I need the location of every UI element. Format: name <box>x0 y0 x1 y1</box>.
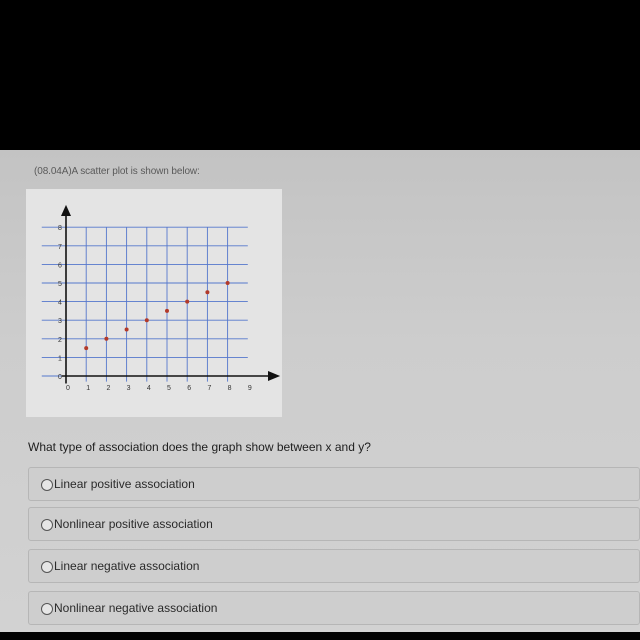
answer-option-label: Linear negative association <box>54 559 200 573</box>
scatter-plot-panel <box>26 189 282 417</box>
radio-button-icon[interactable] <box>41 479 53 491</box>
question-prompt: What type of association does the graph show between x and y? <box>28 440 371 454</box>
y-tick-label: 1 <box>58 355 62 363</box>
data-point <box>104 337 108 341</box>
answer-option-nonlinear-positive[interactable] <box>28 507 640 541</box>
x-tick-label: 5 <box>167 385 171 392</box>
data-point <box>125 328 129 332</box>
x-axis-arrow-icon <box>268 371 280 381</box>
data-point <box>165 309 169 313</box>
x-tick-label: 0 <box>66 385 70 392</box>
radio-button-icon[interactable] <box>41 603 53 615</box>
answer-option-label: Linear positive association <box>54 477 195 491</box>
data-point <box>84 346 88 350</box>
x-tick-label: 9 <box>247 385 252 392</box>
answer-option-linear-positive[interactable] <box>28 467 640 501</box>
question-heading: (08.04A)A scatter plot is shown below: <box>34 166 200 177</box>
y-tick-label: 5 <box>58 281 62 288</box>
answer-option-nonlinear-negative[interactable] <box>28 591 640 625</box>
scatter-plot <box>26 189 282 417</box>
y-tick-label: 4 <box>58 299 62 307</box>
x-tick-label: 1 <box>86 385 91 392</box>
x-tick-label: 6 <box>187 385 192 392</box>
y-axis-arrow-icon <box>61 205 71 216</box>
answer-option-linear-negative[interactable] <box>28 549 640 583</box>
radio-button-icon[interactable] <box>41 561 53 573</box>
data-point <box>145 318 149 322</box>
data-point <box>205 290 209 294</box>
x-tick-label: 3 <box>126 385 131 392</box>
y-tick-label: 0 <box>58 374 62 381</box>
radio-button-icon[interactable] <box>41 519 53 531</box>
data-point <box>185 300 189 304</box>
x-tick-label: 4 <box>146 385 151 392</box>
x-tick-label: 2 <box>106 385 111 392</box>
y-tick-label: 2 <box>58 336 62 344</box>
y-tick-label: 8 <box>58 225 62 233</box>
x-tick-label: 7 <box>207 385 212 392</box>
x-tick-label: 8 <box>227 385 232 392</box>
answer-option-label: Nonlinear positive association <box>54 517 213 531</box>
y-tick-label: 6 <box>58 262 62 270</box>
y-tick-label: 7 <box>58 243 62 251</box>
answer-option-label: Nonlinear negative association <box>54 601 218 615</box>
data-point <box>226 281 230 285</box>
y-tick-label: 3 <box>58 318 62 326</box>
